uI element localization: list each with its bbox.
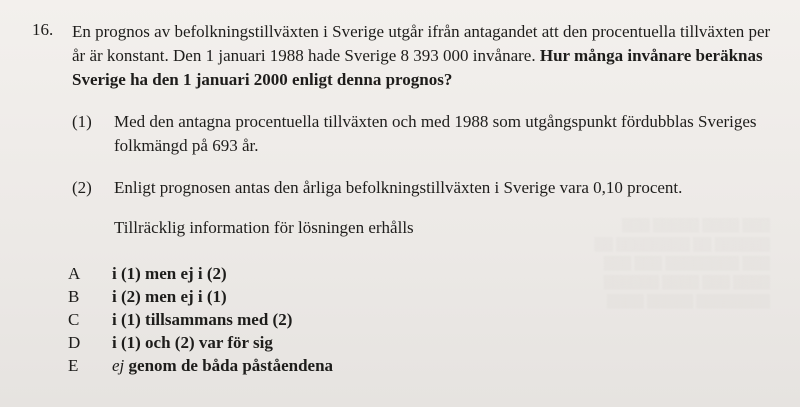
option-c-text: i (1) tillsammans med (2)	[112, 310, 293, 329]
statement-1-text: Med den antagna procentuella tillväxten och med 1988 som utgångspunkt fördubblas Sveriges folkmängd på 693 år.	[114, 112, 757, 155]
option-e-italic: ej	[112, 356, 125, 375]
question-number: 16.	[32, 20, 54, 39]
question-stem-bold: Hur många invånare beräknas Sverige ha den 1 januari 2000 enligt denna prognos?	[72, 46, 763, 89]
info-prompt: Tillräcklig information för lösningen erhålls	[114, 218, 414, 237]
option-e-rest: genom de båda påståendena	[124, 356, 334, 375]
option-a-text: i (1) men ej i (2)	[112, 264, 227, 283]
show-through-text: ▒▒▒ ▒▒▒▒ ▒▒▒▒▒ ▒▒▒ ▒▒▒▒▒▒ ▒▒ ▒▒▒▒▒▒▒▒ ▒▒ ▒▒▒ ▒▒▒▒▒▒▒▒ ▒▒▒ ▒▒▒ ▒▒▒▒ ▒▒▒ ▒▒▒▒ ▒▒▒▒▒▒ ▒▒▒▒▒▒▒▒ ▒▒▒▒▒ ▒▒▒▒	[594, 217, 770, 308]
statement-1-label: (1)	[72, 112, 92, 131]
option-c-letter: C	[68, 310, 80, 329]
statement-2-text: Enligt prognosen antas den årliga befolkningstillväxten i Sverige vara 0,10 procent.	[114, 178, 683, 197]
question-stem	[72, 20, 772, 92]
option-d-text: i (1) och (2) var för sig	[112, 333, 273, 352]
option-e-text	[112, 355, 333, 377]
question-stem-text: En prognos av befolkningstillväxten i Sverige utgår ifrån antagandet att den procentuella tillväxten per år är konstant. Den 1 januari 1988 hade Sverige 8 393 000 invånare.	[72, 22, 771, 65]
option-b-letter: B	[68, 287, 80, 306]
option-d-letter: D	[68, 333, 81, 352]
option-b-text: i (2) men ej i (1)	[112, 287, 227, 306]
statement-2-label: (2)	[72, 178, 92, 197]
option-a-letter: A	[68, 264, 81, 283]
option-e-letter: E	[68, 356, 79, 375]
